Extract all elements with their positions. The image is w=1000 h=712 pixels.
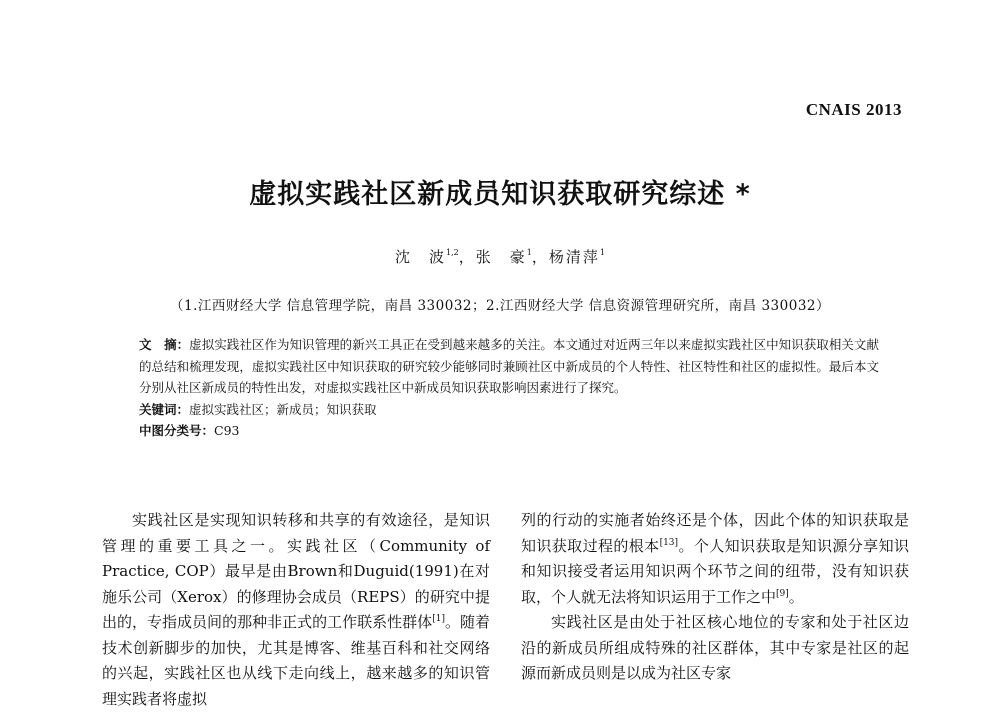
author-name: 杨清萍 (548, 248, 600, 266)
citation: [1] (432, 614, 445, 624)
body-text: 。随着技术创新脚步的加快，尤其是博客、维基百科和社交网络的兴起，实践社区也从线下走向线上，越来越多的知识管理实践者将虚拟 (102, 613, 490, 708)
author-affiliation-mark: 1,2 (446, 248, 459, 257)
body-column-left (102, 508, 490, 712)
author-name: 张 豪 (475, 248, 527, 266)
author-list (0, 246, 1000, 267)
abstract (139, 334, 879, 399)
keywords-text: 虚拟实践社区；新成员；知识获取 (189, 401, 377, 417)
body-paragraph (521, 610, 909, 687)
affiliations: （1.江西财经大学 信息管理学院，南昌 330032；2.江西财经大学 信息资源管理研究所，南昌 330032） (170, 298, 830, 314)
abstract-label: 文 摘： (139, 337, 190, 352)
keywords-label: 关键词： (139, 401, 190, 417)
author-affiliation-mark: 1 (599, 248, 605, 257)
body-paragraph (521, 508, 909, 610)
abstract-block (139, 334, 879, 442)
keywords (139, 399, 879, 421)
body-text: 。个人知识获取是知识源分享知识和知识接受者运用知识两个环节之间的纽带，没有知识获取，个人就无法将知识运用于工作之中 (521, 536, 909, 606)
body-text: 实践社区是实现知识转移和共享的有效途径，是知识管理的重要工具之一。实践社区（Community of Practice, COP）最早是由Brown和Duguid(1991)在对施乐公司（Xerox）的修理协会成员（REPS）的研究中提出的，专指成员间的那种非正式的工作联系性群体 (102, 511, 490, 631)
citation: [13] (659, 537, 679, 548)
classification-label: 中图分类号： (139, 423, 215, 438)
body-column-right (521, 508, 909, 687)
abstract-text: 虚拟实践社区作为知识管理的新兴工具正在受到越来越多的关注。本文通过对近两三年以来虚拟实践社区中知识获取相关文献的总结和梳理发现，虚拟实践社区中知识获取的研究较少能够同时兼顾社区中新成员的个人特性、社区特性和社区的虚拟性。最后本文分别从社区新成员的特性出发，对虚拟实践社区中新成员知识获取影响因素进行了探究。 (139, 337, 879, 395)
author-name: 沈 波 (395, 248, 447, 266)
body-text: 实践社区是由处于社区核心地位的专家和处于社区边沿的新成员所组成特殊的社区群体，其中专家是社区的起源而新成员则是以成为社区专家 (521, 613, 909, 682)
author-separator: ， (458, 248, 476, 266)
author-affiliation-mark: 1 (526, 248, 532, 257)
classification (139, 420, 879, 442)
body-text: 。 (788, 587, 804, 606)
paper-title: 虚拟实践社区新成员知识获取研究综述 * (249, 179, 751, 210)
body-paragraph (102, 508, 490, 712)
classification-text: C93 (214, 423, 240, 438)
journal-tag: CNAIS 2013 (805, 100, 902, 119)
citation: [9] (776, 588, 789, 599)
author-separator: ， (531, 248, 549, 266)
body-text: 列的行动的实施者始终还是个体，因此个体的知识获取是知识获取过程的根本 (521, 511, 909, 555)
